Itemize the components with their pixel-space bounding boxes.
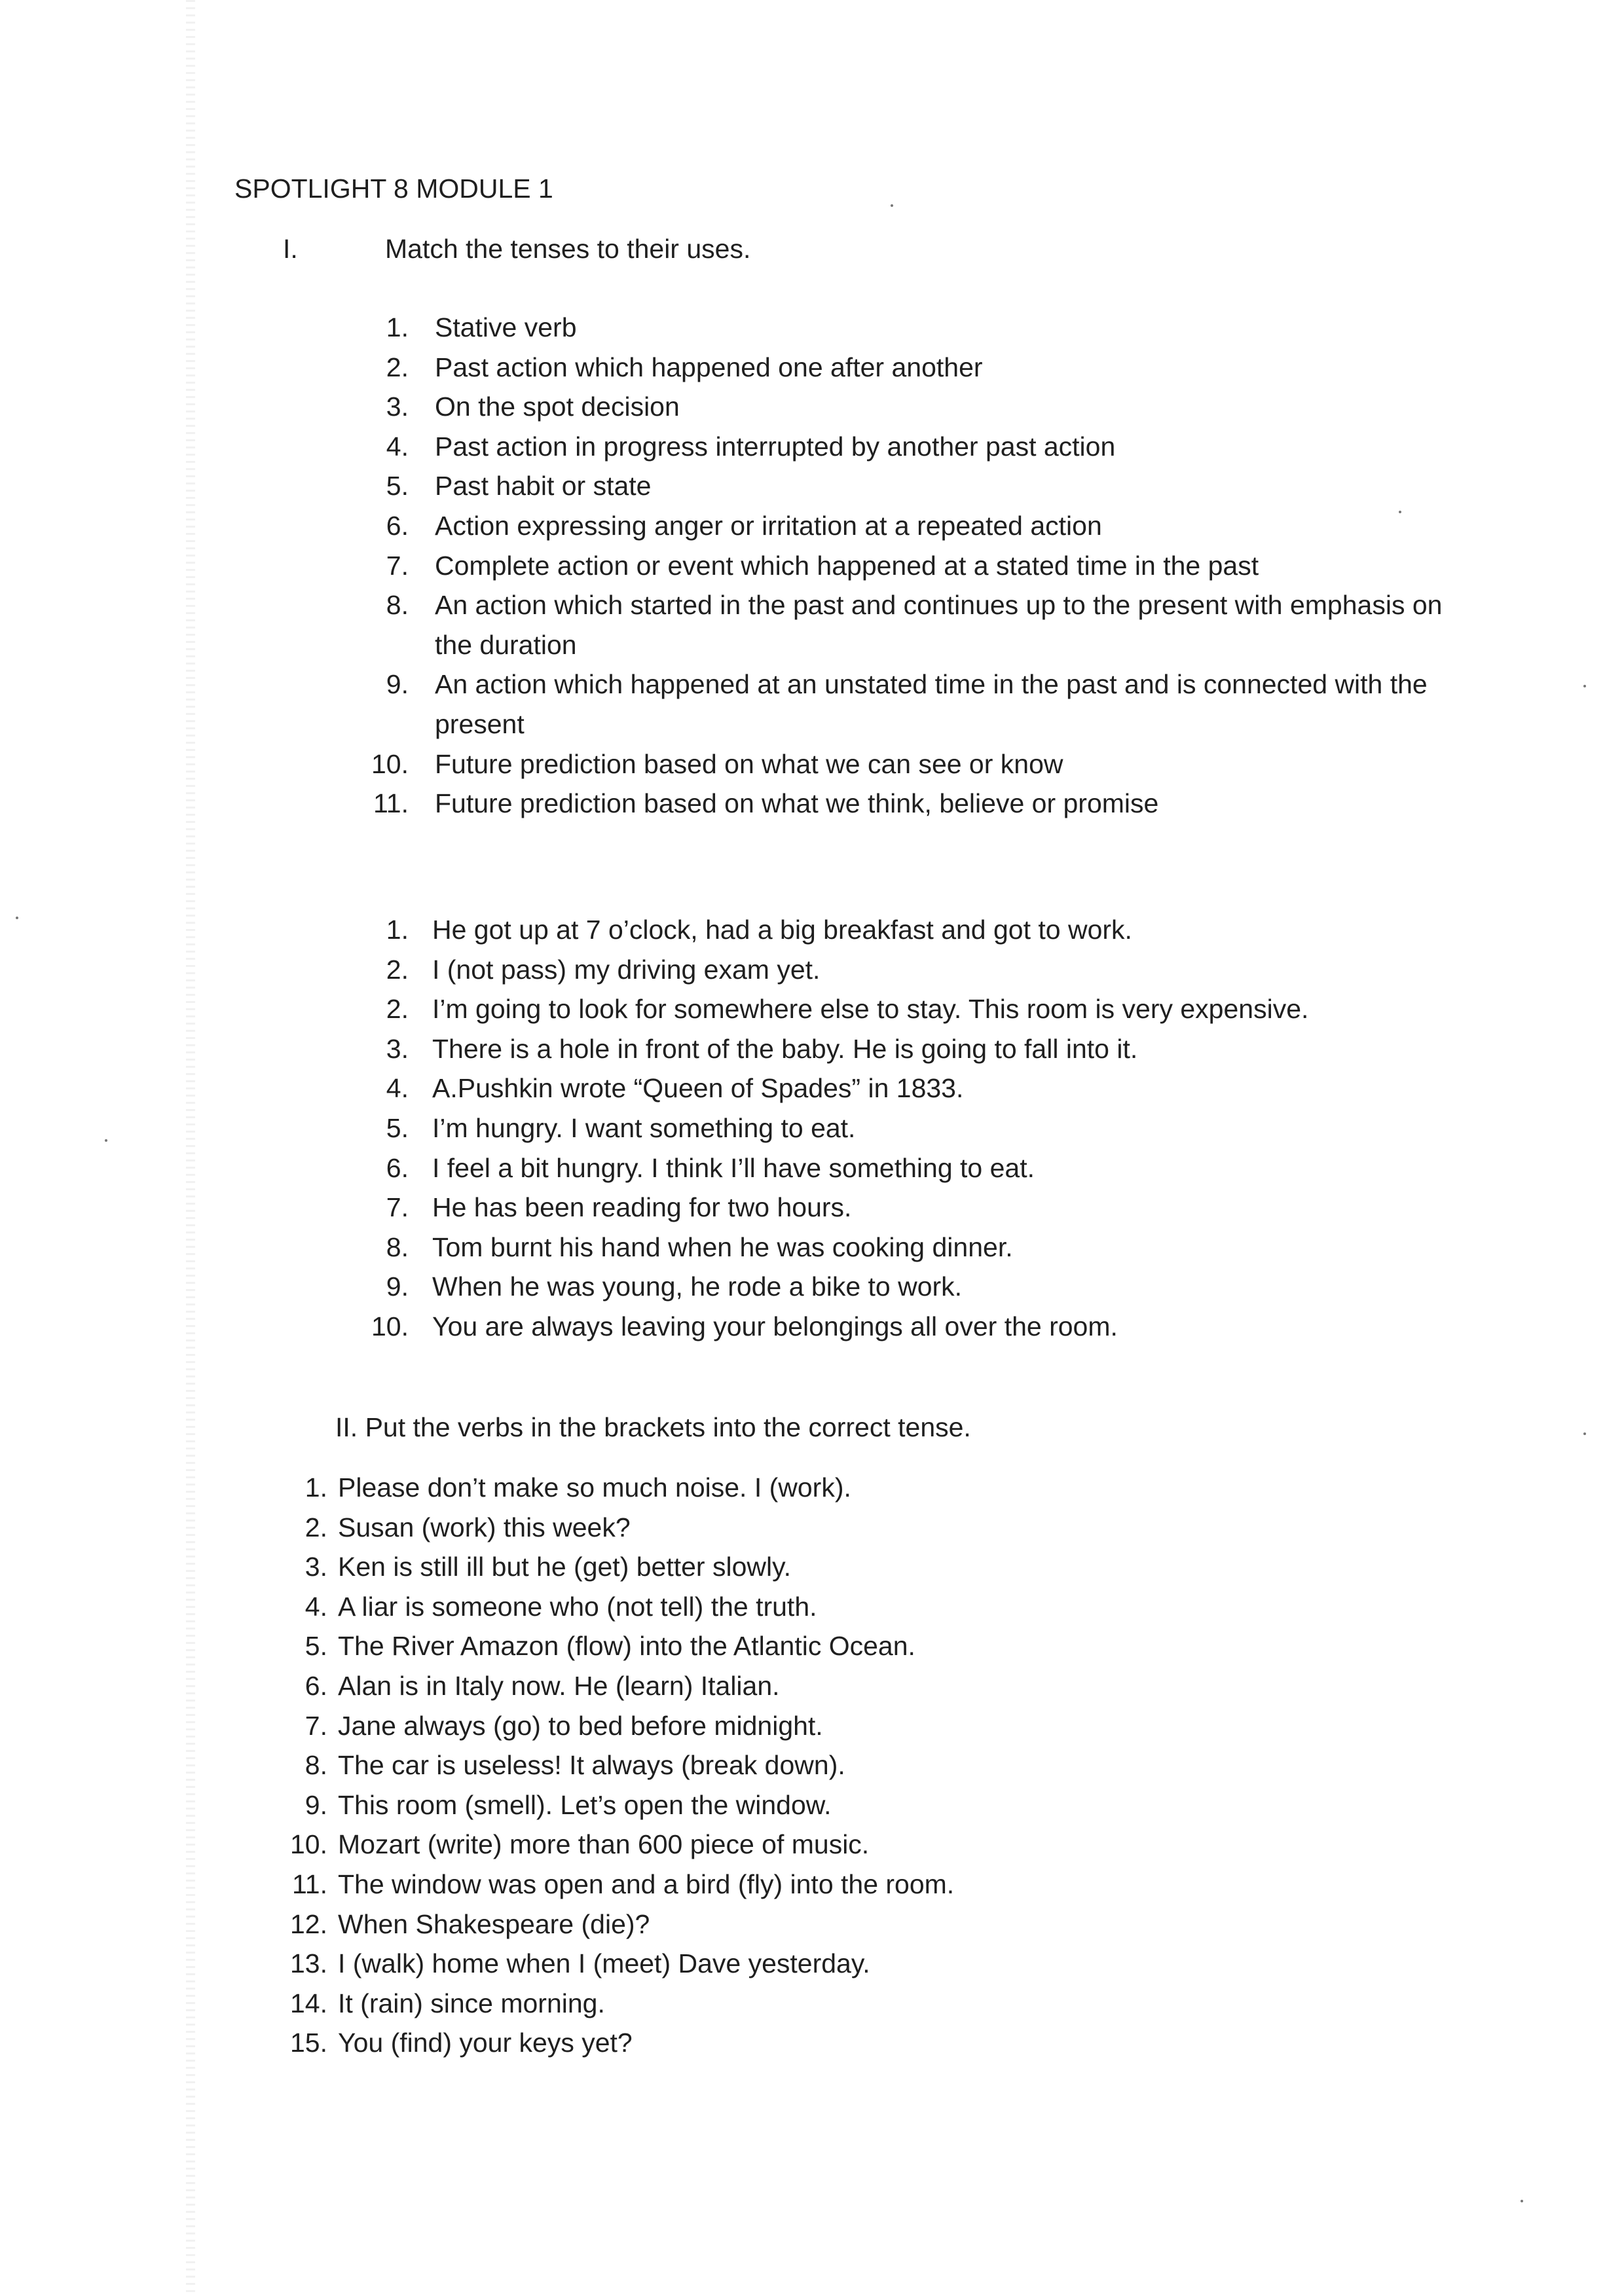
scan-speck — [1583, 685, 1586, 687]
item-text: Stative verb — [435, 312, 577, 342]
list-item — [275, 1626, 1454, 1666]
list-item — [275, 1706, 1454, 1746]
list-item — [367, 665, 1545, 744]
item-text: He got up at 7 o’clock, had a big breakfast and got to work. — [432, 915, 1132, 945]
example-sentences-list — [367, 910, 1545, 1347]
list-item — [367, 1029, 1545, 1069]
list-item — [367, 348, 1545, 388]
item-number: 9. — [304, 1789, 327, 1820]
item-text: Past action in progress interrupted by another past action — [435, 431, 1116, 462]
item-text: I feel a bit hungry. I think I’ll have something to eat. — [432, 1152, 1035, 1183]
item-number: 3. — [386, 1033, 409, 1064]
item-text: Mozart (write) more than 600 piece of music. — [338, 1829, 870, 1860]
list-item — [275, 1745, 1454, 1785]
item-number: 10. — [290, 1829, 327, 1860]
item-number: 5. — [386, 1112, 409, 1143]
item-text: When Shakespeare (die)? — [338, 1908, 650, 1939]
item-number: 9. — [386, 669, 409, 700]
item-number: 7. — [304, 1710, 327, 1741]
item-number: 2. — [386, 352, 409, 382]
item-text: I’m hungry. I want something to eat. — [432, 1112, 856, 1143]
list-item — [275, 1904, 1454, 1944]
item-number: 13. — [290, 1948, 327, 1979]
list-item — [275, 1547, 1454, 1587]
item-number: 6. — [386, 510, 409, 541]
item-text: I (walk) home when I (meet) Dave yesterday. — [338, 1948, 870, 1979]
item-text: Susan (work) this week? — [338, 1512, 631, 1542]
item-number: 1. — [386, 915, 409, 945]
list-item — [367, 1267, 1545, 1307]
scan-speck — [105, 1139, 107, 1142]
item-number: 4. — [386, 431, 409, 462]
list-item — [367, 910, 1545, 950]
item-number: 12. — [290, 1908, 327, 1939]
item-text: This room (smell). Let’s open the window. — [338, 1789, 832, 1820]
item-text: You are always leaving your belongings all over the room. — [432, 1311, 1118, 1341]
item-number: 5. — [304, 1631, 327, 1662]
list-item — [367, 546, 1545, 586]
item-text: Future prediction based on what we can see or know — [435, 748, 1063, 779]
page-title: SPOTLIGHT 8 MODULE 1 — [234, 173, 553, 204]
list-item — [367, 950, 1545, 990]
item-number: 2. — [386, 994, 409, 1025]
item-number: 10. — [371, 748, 409, 779]
tense-uses-list — [367, 308, 1545, 824]
item-number: 11. — [292, 1868, 327, 1899]
item-text: Jane always (go) to bed before midnight. — [338, 1710, 823, 1741]
scan-speck — [891, 204, 893, 207]
item-number: 7. — [386, 550, 409, 581]
item-number: 1. — [304, 1472, 327, 1503]
scan-speck — [16, 917, 18, 919]
list-item — [367, 427, 1545, 467]
item-text: A.Pushkin wrote “Queen of Spades” in 1833. — [432, 1073, 964, 1104]
item-number: 6. — [386, 1152, 409, 1183]
list-item — [367, 387, 1545, 427]
scan-edge-noise — [186, 0, 195, 2296]
item-text-continued: present — [435, 708, 525, 739]
item-number: 10. — [371, 1311, 409, 1341]
item-text: Past action which happened one after another — [435, 352, 983, 382]
list-item — [275, 2023, 1454, 2063]
item-text: The River Amazon (flow) into the Atlantic Ocean. — [338, 1631, 915, 1662]
item-text: Tom burnt his hand when he was cooking dinner. — [432, 1231, 1013, 1262]
list-item — [367, 1228, 1545, 1267]
item-number: 7. — [386, 1192, 409, 1223]
item-number: 14. — [290, 1988, 327, 2018]
list-item — [367, 1148, 1545, 1188]
item-text: It (rain) since morning. — [338, 1988, 605, 2018]
list-item — [275, 1587, 1454, 1627]
item-number: 11. — [373, 788, 409, 819]
item-text: When he was young, he rode a bike to work. — [432, 1271, 963, 1302]
section-numeral: I. — [283, 234, 298, 264]
list-item — [367, 989, 1545, 1029]
item-text: You (find) your keys yet? — [338, 2028, 633, 2058]
scan-speck — [1583, 1432, 1586, 1435]
item-text: An action which happened at an unstated time in the past and is connected with the — [435, 669, 1428, 700]
list-item — [275, 1825, 1454, 1865]
item-number: 2. — [386, 954, 409, 985]
item-number: 5. — [386, 471, 409, 501]
list-item — [275, 1984, 1454, 2024]
list-item — [367, 585, 1545, 665]
item-text: He has been reading for two hours. — [432, 1192, 852, 1223]
list-item — [367, 506, 1545, 546]
list-item — [275, 1468, 1454, 1508]
item-text: Ken is still ill but he (get) better slowly. — [338, 1552, 791, 1582]
item-number: 3. — [386, 392, 409, 422]
list-item — [275, 1666, 1454, 1706]
item-text: Past habit or state — [435, 471, 652, 501]
item-text: A liar is someone who (not tell) the truth. — [338, 1591, 817, 1622]
list-item — [367, 1307, 1545, 1347]
item-text: On the spot decision — [435, 392, 680, 422]
item-number: 4. — [304, 1591, 327, 1622]
item-text: The car is useless! It always (break down). — [338, 1750, 845, 1781]
item-number: 8. — [304, 1750, 327, 1781]
item-text: Future prediction based on what we think, believe or promise — [435, 788, 1159, 819]
section-1-instruction: Match the tenses to their uses. — [385, 234, 751, 264]
list-item — [275, 1944, 1454, 1984]
item-number: 6. — [304, 1670, 327, 1701]
list-item — [367, 744, 1545, 784]
list-item — [367, 1108, 1545, 1148]
list-item — [367, 466, 1545, 506]
list-item — [275, 1508, 1454, 1548]
item-number: 4. — [386, 1073, 409, 1104]
item-text: The window was open and a bird (fly) into the room. — [338, 1868, 955, 1899]
item-text: Please don’t make so much noise. I (work). — [338, 1472, 851, 1503]
item-text: Complete action or event which happened at a stated time in the past — [435, 550, 1259, 581]
item-number: 9. — [386, 1271, 409, 1302]
item-text: Alan is in Italy now. He (learn) Italian. — [338, 1670, 780, 1701]
item-number: 1. — [386, 312, 409, 342]
exercise-items-list — [275, 1468, 1454, 2063]
item-number: 2. — [304, 1512, 327, 1542]
list-item — [367, 1188, 1545, 1228]
item-number: 8. — [386, 590, 409, 621]
section-2-instruction: II. Put the verbs in the brackets into the correct tense. — [335, 1412, 971, 1442]
item-text: There is a hole in front of the baby. He is going to fall into it. — [432, 1033, 1138, 1064]
list-item — [367, 1068, 1545, 1108]
list-item — [367, 308, 1545, 348]
item-number: 3. — [304, 1552, 327, 1582]
list-item — [367, 784, 1545, 824]
scan-speck — [1521, 2200, 1523, 2202]
list-item — [275, 1865, 1454, 1904]
list-item — [275, 1785, 1454, 1825]
item-text: Action expressing anger or irritation at a repeated action — [435, 510, 1102, 541]
item-number: 15. — [290, 2028, 327, 2058]
item-text: I’m going to look for somewhere else to stay. This room is very expensive. — [432, 994, 1309, 1025]
item-text: An action which started in the past and continues up to the present with emphasis on — [435, 590, 1443, 621]
item-text-continued: the duration — [435, 629, 577, 660]
item-text: I (not pass) my driving exam yet. — [432, 954, 821, 985]
item-number: 8. — [386, 1231, 409, 1262]
